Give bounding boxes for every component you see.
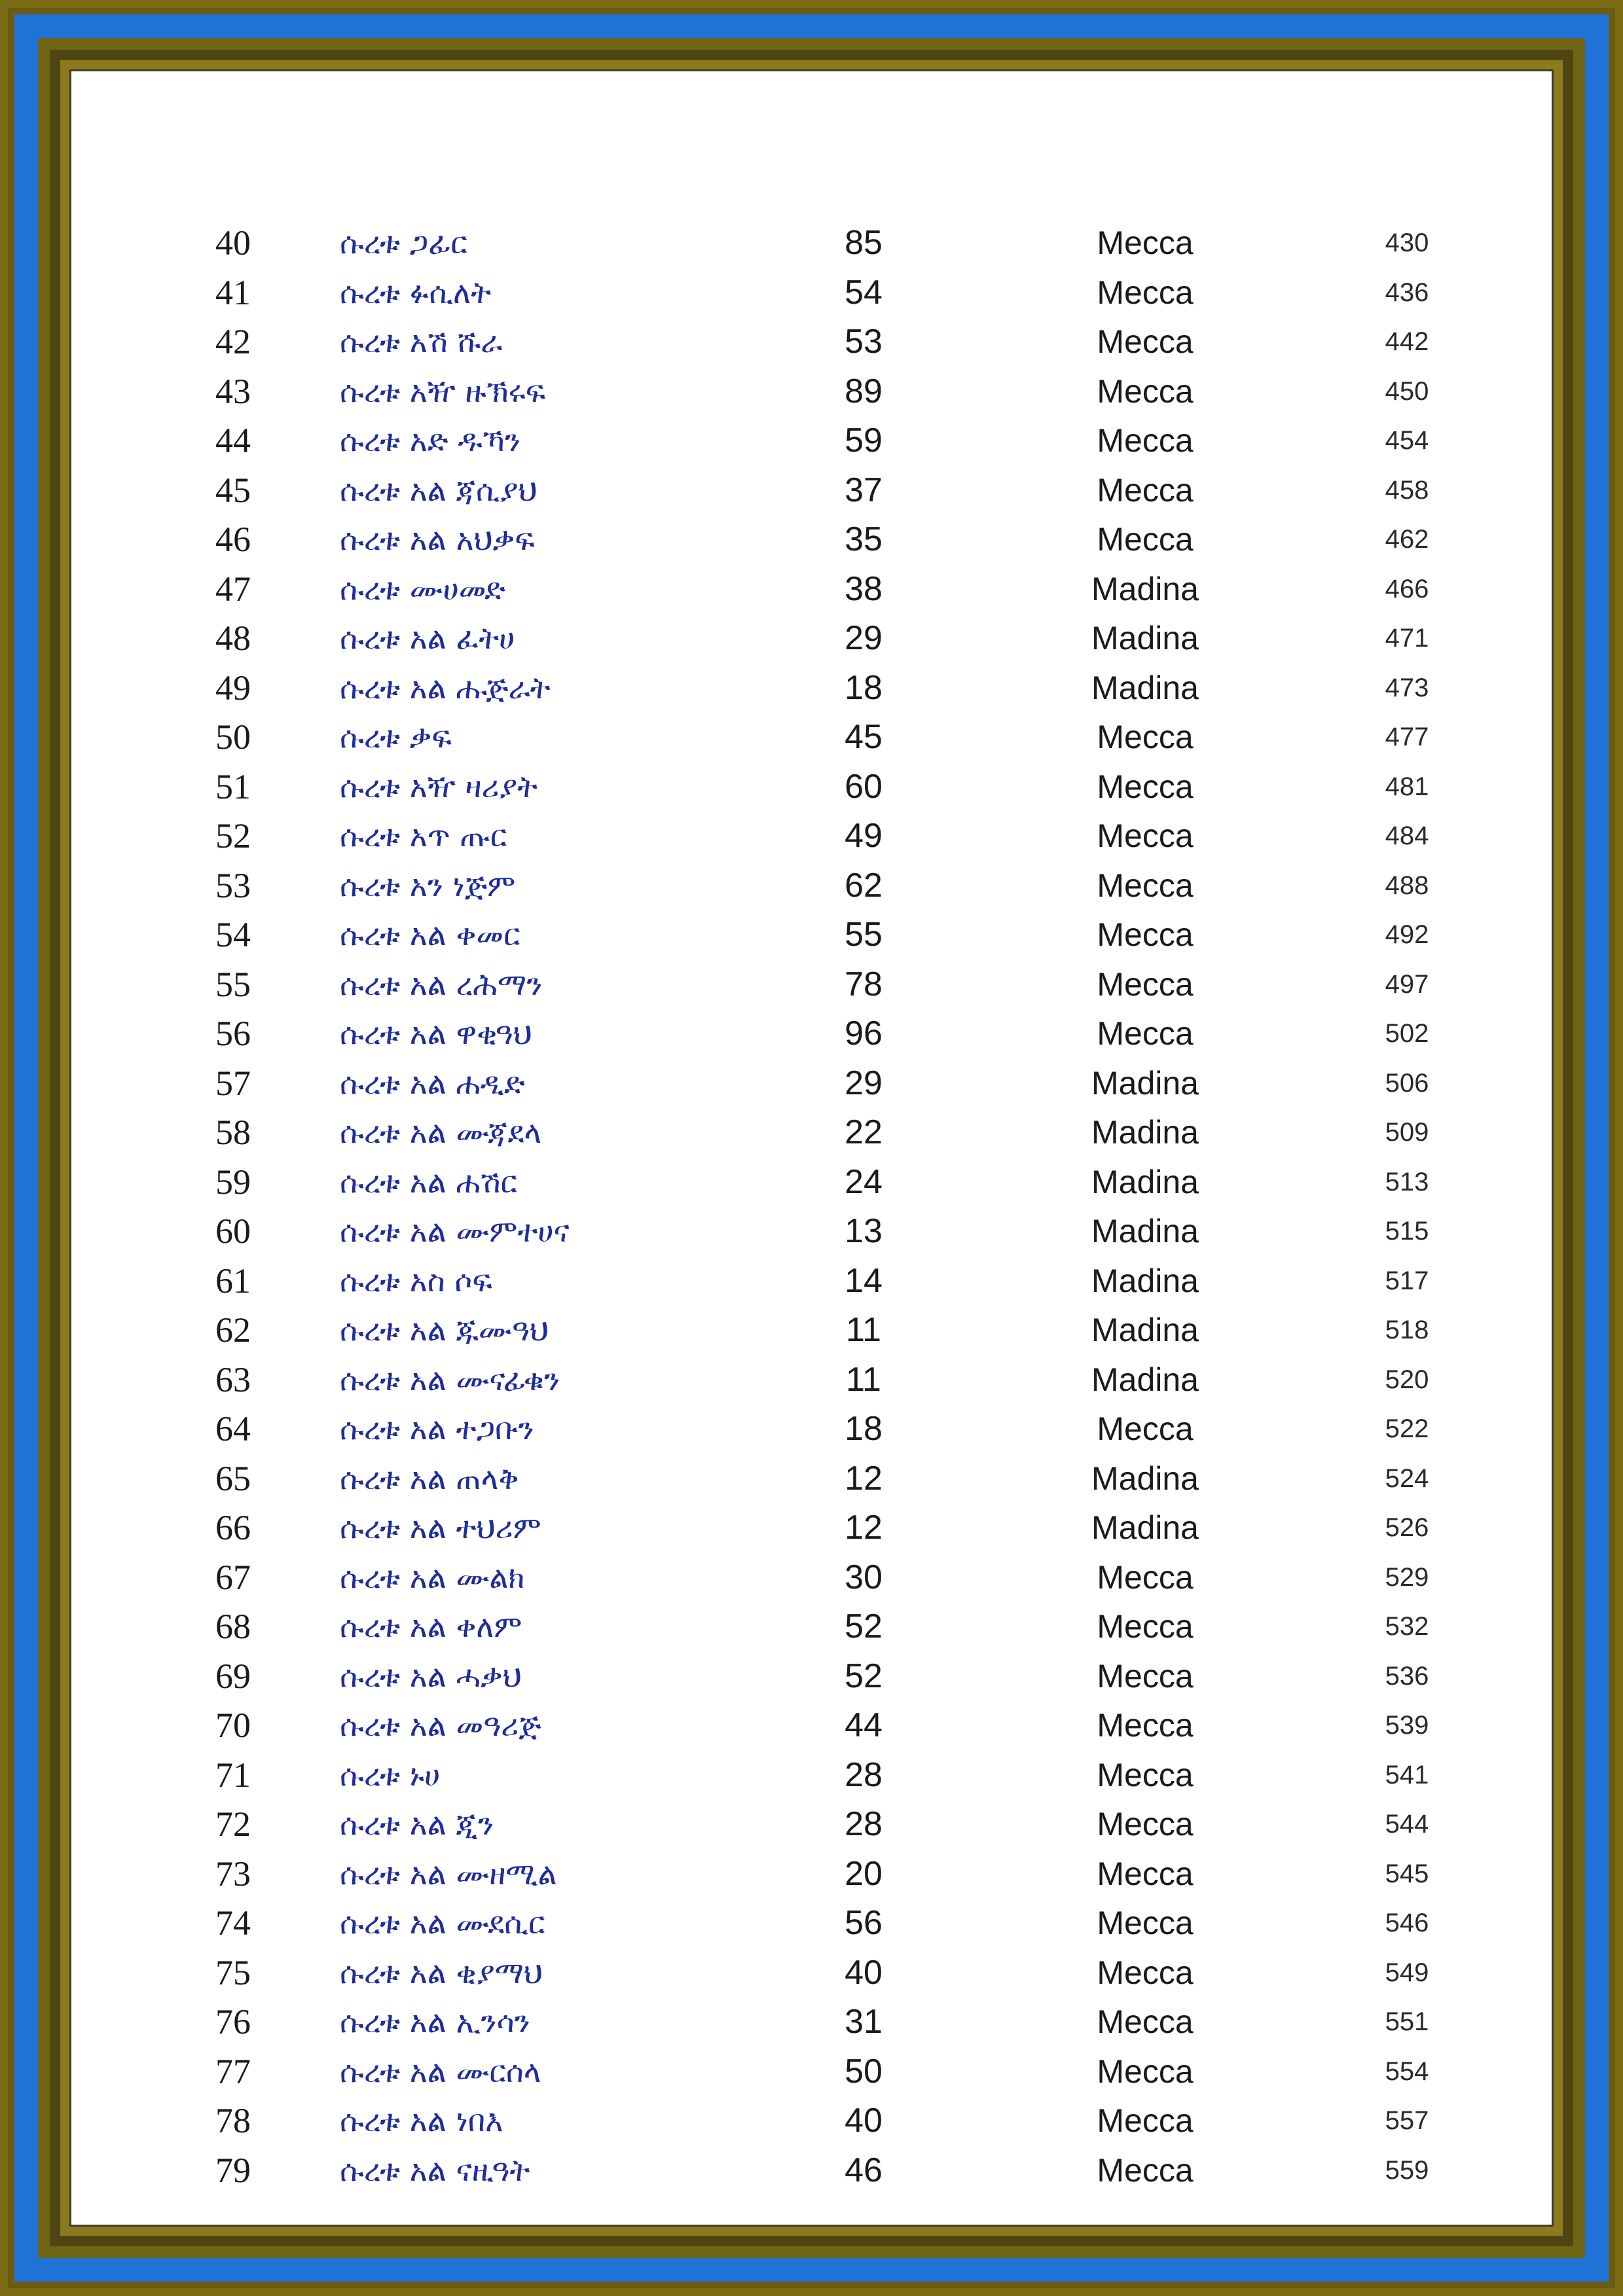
page-number: 529 (1385, 1562, 1429, 1592)
table-row (71, 1454, 1556, 1504)
table-row (71, 1009, 1556, 1059)
revelation-place: Madina (1091, 1509, 1199, 1546)
verse-count: 52 (845, 1607, 883, 1645)
page-number: 518 (1385, 1316, 1429, 1344)
verse-count: 28 (845, 1805, 883, 1843)
table-row (71, 268, 1556, 318)
page-number: 522 (1385, 1414, 1429, 1443)
revelation-place: Mecca (1097, 1558, 1194, 1596)
surah-name: ሱረቱ አል መዓሪጅ (340, 1708, 541, 1743)
page-number: 471 (1385, 624, 1429, 653)
table-row (71, 1306, 1556, 1355)
surah-name: ሱረቱ አድ ዱኻን (340, 423, 521, 458)
page-number: 462 (1385, 525, 1429, 554)
table-row (71, 1948, 1556, 1998)
page-number: 524 (1385, 1463, 1429, 1493)
verse-count: 38 (845, 569, 883, 608)
page-number: 497 (1385, 969, 1429, 999)
verse-count: 11 (846, 1360, 881, 1399)
surah-number: 79 (215, 2150, 251, 2190)
surah-name: ሱረቱ አል ጂን (340, 1806, 494, 1842)
table-row (71, 1405, 1556, 1454)
revelation-place: Madina (1091, 1361, 1199, 1398)
surah-name: ሱረቱ አል ተጋቡን (340, 1411, 534, 1446)
verse-count: 12 (845, 1459, 883, 1498)
verse-count: 35 (845, 520, 883, 558)
table-row (71, 1602, 1556, 1652)
page-number: 549 (1385, 1958, 1429, 1987)
table-row (71, 317, 1556, 367)
surah-name: ሱረቱ አል ተህሪም (340, 1510, 541, 1545)
revelation-place: Madina (1091, 1213, 1199, 1249)
verse-count: 45 (845, 718, 883, 756)
revelation-place: Mecca (1097, 1608, 1194, 1645)
verse-count: 40 (845, 1953, 883, 1992)
revelation-place: Madina (1091, 620, 1199, 656)
table-row (71, 1899, 1556, 1948)
revelation-place: Mecca (1097, 719, 1194, 755)
surah-number: 58 (215, 1113, 251, 1152)
surah-number: 46 (215, 520, 251, 559)
surah-name: ሱረቱ ጋፊር (340, 225, 467, 260)
revelation-place: Mecca (1097, 224, 1194, 261)
revelation-place: Mecca (1097, 867, 1194, 904)
revelation-place: Madina (1091, 669, 1199, 706)
verse-count: 55 (845, 916, 883, 954)
surah-number: 67 (215, 1557, 251, 1597)
verse-count: 40 (845, 2102, 883, 2140)
surah-name: ሱረቱ አስ ሶፍ (340, 1263, 492, 1299)
verse-count: 31 (845, 2003, 883, 2041)
surah-number: 72 (215, 1804, 251, 1844)
table-row (71, 515, 1556, 565)
verse-count: 11 (846, 1311, 881, 1349)
surah-name: ሱረቱ አል ሙጃደላ (340, 1115, 542, 1150)
page-number: 450 (1385, 376, 1429, 406)
revelation-place: Madina (1091, 1163, 1199, 1200)
table-row (71, 416, 1556, 466)
surah-name: ሱረቱ አል ኢንሳን (340, 2004, 530, 2039)
surah-name: ሱረቱ አል ሙናፊቁን (340, 1361, 560, 1397)
surah-number: 62 (215, 1310, 251, 1350)
table-row (71, 1553, 1556, 1603)
surah-number: 65 (215, 1458, 251, 1498)
table-row (71, 1701, 1556, 1751)
page-number: 526 (1385, 1513, 1429, 1542)
surah-name: ሱረቱ ኑሀ (340, 1757, 441, 1793)
surah-name: ሱረቱ አል ሙዘሚል (340, 1856, 557, 1892)
surah-number: 78 (215, 2101, 251, 2140)
verse-count: 54 (845, 273, 883, 312)
surah-name: ሱረቱ አል ቂያማህ (340, 1954, 543, 1990)
revelation-place: Mecca (1097, 1905, 1194, 1941)
table-row (71, 1257, 1556, 1306)
verse-count: 29 (845, 1064, 883, 1102)
revelation-place: Mecca (1097, 1756, 1194, 1793)
surah-name: ሱረቱ አል ፈትሀ (340, 620, 515, 656)
page-number: 541 (1385, 1760, 1429, 1789)
surah-number: 73 (215, 1854, 251, 1893)
surah-name: ሱረቱ አል ሐሽር (340, 1164, 517, 1200)
surah-number: 64 (215, 1409, 251, 1448)
surah-number: 75 (215, 1952, 251, 1992)
revelation-place: Madina (1091, 1064, 1199, 1102)
surah-number: 49 (215, 668, 251, 708)
page-number: 545 (1385, 1859, 1429, 1888)
surah-name: ሱረቱ አል ሙደሲር (340, 1905, 545, 1941)
verse-count: 52 (845, 1657, 883, 1695)
revelation-place: Mecca (1097, 916, 1194, 953)
verse-count: 96 (845, 1014, 883, 1052)
verse-count: 12 (845, 1509, 883, 1547)
revelation-place: Madina (1091, 570, 1199, 607)
page-number: 477 (1385, 723, 1429, 751)
revelation-place: Mecca (1097, 372, 1194, 410)
verse-count: 18 (845, 668, 883, 707)
surah-number: 70 (215, 1706, 251, 1745)
surah-name: ሱረቱ ሙሀመድ (340, 571, 505, 607)
surah-number: 42 (215, 322, 251, 361)
page-number: 517 (1385, 1266, 1429, 1295)
verse-count: 60 (845, 767, 883, 806)
table-row (71, 2096, 1556, 2146)
revelation-place: Mecca (1097, 1707, 1194, 1744)
page-number: 559 (1385, 2155, 1429, 2185)
revelation-place: Mecca (1097, 323, 1194, 360)
verse-count: 59 (845, 422, 883, 459)
surah-name: ሱረቱ አል ቀለም (340, 1609, 522, 1644)
table-row (71, 1059, 1556, 1109)
revelation-place: Mecca (1097, 2053, 1194, 2090)
surah-number: 41 (215, 272, 251, 312)
surah-number: 77 (215, 2051, 251, 2091)
page-number: 554 (1385, 2056, 1429, 2086)
table-row (71, 367, 1556, 417)
page-number: 488 (1385, 870, 1429, 900)
surah-number: 63 (215, 1359, 251, 1399)
page-number: 436 (1385, 278, 1429, 307)
verse-count: 49 (845, 817, 883, 855)
surah-number: 71 (215, 1755, 251, 1795)
verse-count: 13 (845, 1212, 883, 1250)
surah-number: 52 (215, 816, 251, 855)
surah-name: ሱረቱ አል ሙልክ (340, 1559, 525, 1595)
verse-count: 46 (845, 2151, 883, 2189)
surah-number: 74 (215, 1903, 251, 1943)
surah-number: 66 (215, 1508, 251, 1547)
surah-number: 57 (215, 1063, 251, 1103)
surah-number: 61 (215, 1261, 251, 1300)
revelation-place: Madina (1091, 1312, 1199, 1348)
revelation-place: Mecca (1097, 1015, 1194, 1052)
verse-count: 22 (845, 1113, 883, 1151)
surah-name: ሱረቱ አል አህቃፍ (340, 522, 535, 557)
revelation-place: Mecca (1097, 521, 1194, 558)
page-number: 481 (1385, 772, 1429, 801)
surah-number: 48 (215, 619, 251, 658)
table-row (71, 910, 1556, 960)
revelation-place: Mecca (1097, 817, 1194, 854)
surah-number: 50 (215, 717, 251, 757)
table-row (71, 1355, 1556, 1405)
page-number: 492 (1385, 920, 1429, 949)
surah-number: 56 (215, 1014, 251, 1053)
page-number: 546 (1385, 1909, 1429, 1937)
surah-name: ሱረቱ አል ረሕማን (340, 966, 543, 1002)
table-row (71, 1503, 1556, 1553)
table-row (71, 1850, 1556, 1899)
surah-name: ሱረቱ አን ነጅም (340, 867, 516, 903)
table-row (71, 1108, 1556, 1158)
surah-number: 44 (215, 421, 251, 460)
page-number: 536 (1385, 1661, 1429, 1691)
table-row (71, 1207, 1556, 1257)
page-number: 520 (1385, 1365, 1429, 1394)
verse-count: 30 (845, 1558, 883, 1596)
verse-count: 53 (845, 323, 883, 361)
revelation-place: Mecca (1097, 274, 1194, 311)
table-row (71, 1998, 1556, 2047)
table-row (71, 960, 1556, 1010)
revelation-place: Mecca (1097, 422, 1194, 459)
verse-count: 62 (845, 866, 883, 905)
surah-number: 43 (215, 371, 251, 411)
table-row (71, 614, 1556, 664)
table-row (71, 812, 1556, 861)
surah-number: 68 (215, 1607, 251, 1646)
page-number: 502 (1385, 1019, 1429, 1048)
table-row (71, 713, 1556, 762)
surah-name: ሱረቱ አል ጃሲያህ (340, 472, 538, 508)
surah-name: ሱረቱ አል ጠላቅ (340, 1460, 519, 1496)
surah-number: 55 (215, 964, 251, 1004)
verse-count: 14 (845, 1261, 883, 1300)
surah-name: ሱረቱ አሽ ሹራ (340, 324, 503, 359)
surah-name: ሱረቱ አል ሓቃህ (340, 1658, 522, 1694)
table-row (71, 1158, 1556, 1208)
page-number: 509 (1385, 1118, 1429, 1147)
table-row (71, 861, 1556, 911)
table-row (71, 219, 1556, 268)
verse-count: 85 (845, 224, 883, 262)
page-number: 557 (1385, 2106, 1429, 2135)
surah-name: ሱረቱ አዥ ዙኽሩፍ (340, 373, 546, 409)
page-number: 532 (1385, 1612, 1429, 1641)
table-row (71, 664, 1556, 713)
page-number: 473 (1385, 673, 1429, 702)
surah-name: ሱረቱ አል ሙምተሀና (340, 1213, 570, 1249)
surah-number: 60 (215, 1211, 251, 1251)
table-row (71, 466, 1556, 516)
surah-name: ሱረቱ ቃፍ (340, 719, 452, 755)
surah-number: 54 (215, 915, 251, 954)
page-number: 466 (1385, 574, 1429, 603)
table-row (71, 2146, 1556, 2196)
verse-count: 24 (845, 1162, 883, 1201)
surah-number: 51 (215, 766, 251, 806)
revelation-place: Mecca (1097, 1954, 1194, 1991)
table-row (71, 2047, 1556, 2097)
surah-number: 69 (215, 1656, 251, 1696)
verse-count: 37 (845, 471, 883, 509)
page-number: 515 (1385, 1217, 1429, 1246)
revelation-place: Mecca (1097, 1806, 1194, 1842)
surah-number: 47 (215, 569, 251, 609)
surah-name: ሱረቱ አል ሐዲድ (340, 1065, 525, 1101)
revelation-place: Mecca (1097, 1410, 1194, 1447)
surah-number: 40 (215, 223, 251, 262)
surah-name: ሱረቱ አጥ ጡር (340, 818, 507, 853)
revelation-place: Mecca (1097, 1855, 1194, 1892)
page-number: 551 (1385, 2007, 1429, 2036)
surah-number: 53 (215, 865, 251, 905)
revelation-place: Madina (1091, 1460, 1199, 1497)
revelation-place: Mecca (1097, 1657, 1194, 1695)
verse-count: 89 (845, 372, 883, 410)
revelation-place: Madina (1091, 1262, 1199, 1299)
surah-name: ሱረቱ አል ዋቂዓህ (340, 1016, 532, 1051)
verse-count: 29 (845, 619, 883, 657)
verse-count: 56 (845, 1904, 883, 1942)
revelation-place: Mecca (1097, 2151, 1194, 2189)
revelation-place: Madina (1091, 1114, 1199, 1151)
surah-name: ሱረቱ አል ሙርሰላ (340, 2053, 541, 2089)
revelation-place: Mecca (1097, 2102, 1194, 2139)
surah-name: ሱረቱ ፉሲለት (340, 274, 492, 310)
surah-name: ሱረቱ አል ቀመር (340, 917, 520, 952)
revelation-place: Mecca (1097, 2003, 1194, 2040)
page-number: 442 (1385, 327, 1429, 356)
table-row (71, 1652, 1556, 1702)
surah-number: 59 (215, 1162, 251, 1202)
verse-count: 50 (845, 2052, 883, 2090)
table-row (71, 1800, 1556, 1850)
page-number: 544 (1385, 1810, 1429, 1839)
page-number: 506 (1385, 1068, 1429, 1098)
surah-name: ሱረቱ አል ጁሙዓህ (340, 1312, 549, 1348)
table-row (71, 1751, 1556, 1801)
surah-number: 76 (215, 2002, 251, 2041)
surah-name: ሱረቱ አል ናዚዓት (340, 2152, 530, 2188)
page-number: 513 (1385, 1167, 1429, 1196)
verse-count: 20 (845, 1854, 883, 1893)
surah-name: ሱረቱ አዥ ዛሪያት (340, 768, 538, 804)
surah-number: 45 (215, 470, 251, 510)
page-number: 539 (1385, 1711, 1429, 1740)
verse-count: 78 (845, 965, 883, 1003)
page-number: 484 (1385, 821, 1429, 850)
table-row (71, 762, 1556, 812)
verse-count: 44 (845, 1706, 883, 1744)
verse-count: 28 (845, 1755, 883, 1794)
page-number: 454 (1385, 426, 1429, 455)
surah-name: ሱረቱ አል ነበእ (340, 2103, 503, 2138)
surah-name: ሱረቱ አል ሑጅራት (340, 670, 551, 706)
surah-index-table (71, 219, 1556, 2195)
page-number: 430 (1385, 228, 1429, 257)
revelation-place: Mecca (1097, 768, 1194, 805)
table-row (71, 565, 1556, 615)
revelation-place: Mecca (1097, 965, 1194, 1003)
verse-count: 18 (845, 1410, 883, 1448)
document-page (69, 69, 1554, 2227)
revelation-place: Mecca (1097, 471, 1194, 509)
page-number: 458 (1385, 475, 1429, 505)
